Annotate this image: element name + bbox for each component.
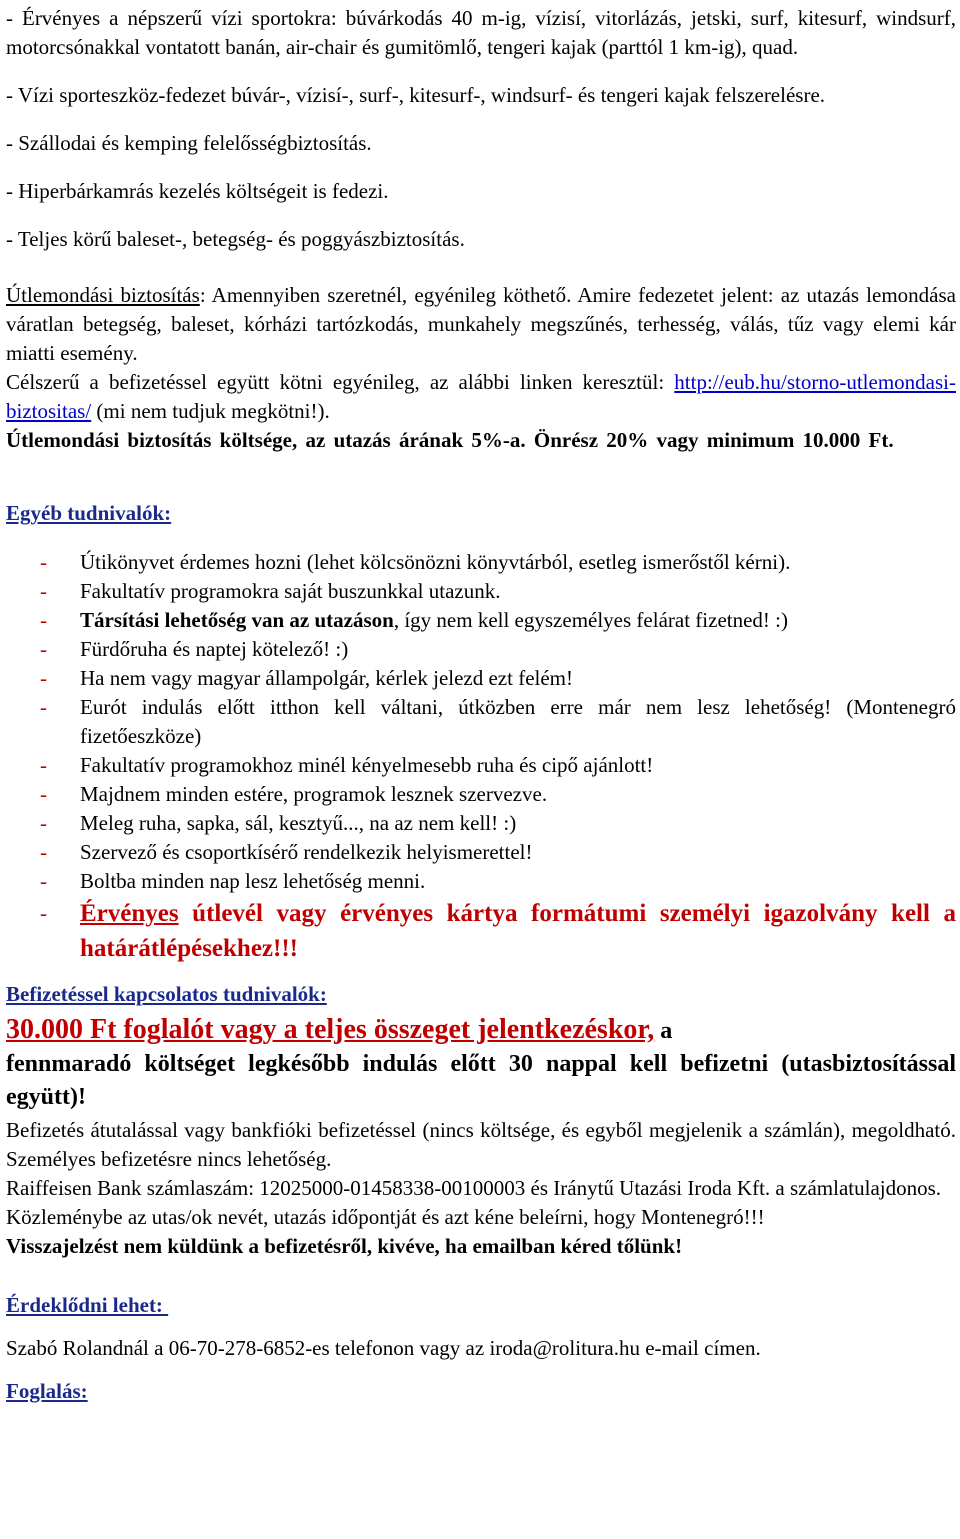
payment-deposit bbox=[6, 1013, 956, 1048]
list-dash: - bbox=[40, 666, 47, 690]
payment-deposit-a: a bbox=[654, 1018, 673, 1044]
cancellation-text: : Amennyiben szeretnél, egyénileg köthető. Amire fedezetet jelent: az utazás lemondása váratlan betegség, baleset, kórházi tartózkodás, munkahely megszűnés, terhesség, válás, tűz vagy elemi kár miatti esemény. bbox=[6, 283, 956, 365]
cancellation-link-intro: Célszerű a befizetéssel együtt kötni egyénileg, az alábbi linken keresztül: bbox=[6, 370, 675, 394]
cancellation-link-paragraph bbox=[6, 368, 956, 426]
list-dash: - bbox=[40, 579, 47, 603]
cancellation-paragraph bbox=[6, 281, 956, 368]
list-item bbox=[6, 635, 956, 664]
list-item bbox=[6, 896, 956, 966]
booking-heading: Foglalás: bbox=[6, 1379, 88, 1403]
list-item bbox=[6, 548, 956, 577]
list-item bbox=[6, 809, 956, 838]
intro-line: - Teljes körű baleset-, betegség- és poggyászbiztosítás. bbox=[6, 227, 465, 251]
list-item-text: Meleg ruha, sapka, sál, kesztyű..., na az nem kell! :) bbox=[80, 811, 517, 835]
list-dash: - bbox=[40, 637, 47, 661]
intro-line: - Érvényes a népszerű vízi sportokra: búvárkodás 40 m-ig, vízisí, vitorlázás, jetski, surf, kitesurf, windsurf, motorcsónakkal vontatott banán, air-chair és gumitömlő, tengeri kajak (parttól 1 km-ig), quad. bbox=[6, 6, 956, 59]
payment-notice: Visszajelzést nem küldünk a befizetésről, kivéve, ha emailban kéred tőlünk! bbox=[6, 1234, 683, 1258]
list-item-text: Ha nem vagy magyar állampolgár, kérlek jelezd ezt felém! bbox=[80, 666, 574, 690]
list-dash: - bbox=[40, 550, 47, 574]
list-item bbox=[6, 664, 956, 693]
list-item-text: Eurót indulás előtt itthon kell váltani, útközben erre már nem lesz lehetőség! (Montenegró fizetőeszköze) bbox=[80, 695, 956, 748]
payment-paragraph: Raiffeisen Bank számlaszám: 12025000-01458338-00100003 és Iránytű Utazási Iroda Kft. a számlatulajdonos. bbox=[6, 1176, 942, 1200]
list-item-red-text: útlevél vagy érvényes kártya formátumi személyi igazolvány kell a határátlépésekhez!!! bbox=[80, 900, 956, 962]
payment-heading: Befizetéssel kapcsolatos tudnivalók: bbox=[6, 982, 327, 1006]
list-item-text: Fakultatív programokra saját buszunkkal utazunk. bbox=[80, 579, 501, 603]
cancellation-link-note: (mi nem tudjuk megkötni!). bbox=[91, 399, 330, 423]
payment-deposit-rest: fennmaradó költséget legkésőbb indulás előtt 30 nappal kell befizetni (utasbiztosítással együtt)! bbox=[6, 1051, 956, 1110]
document-page bbox=[6, 4, 956, 1406]
list-item-text: Fürdőruha és naptej kötelező! :) bbox=[80, 637, 349, 661]
list-dash: - bbox=[40, 782, 47, 806]
list-item-red-underlined: Érvényes bbox=[80, 900, 179, 927]
payment-deposit-red: 30.000 Ft foglalót vagy a teljes összeget jelentkezéskor, bbox=[6, 1014, 655, 1045]
list-item bbox=[6, 577, 956, 606]
list-dash: - bbox=[40, 753, 47, 777]
list-item-text: Útikönyvet érdemes hozni (lehet kölcsönözni könyvtárból, esetleg ismerőstől kérni). bbox=[80, 550, 791, 574]
list-item-text: Fakultatív programokhoz minél kényelmesebb ruha és cipő ajánlott! bbox=[80, 753, 654, 777]
payment-paragraph: Közleménybe az utas/ok nevét, utazás időpontját és azt kéne beleírni, hogy Montenegró!!! bbox=[6, 1205, 765, 1229]
list-dash: - bbox=[40, 901, 47, 925]
list-item-bold-text: Társítási lehetőség van az utazáson bbox=[80, 608, 394, 632]
list-item bbox=[6, 606, 956, 635]
list-dash: - bbox=[40, 840, 47, 864]
list-item-text: Boltba minden nap lesz lehetőség menni. bbox=[80, 869, 426, 893]
storno-insurance-link[interactable]: http://eub.hu/storno-utlemondasi-biztositas/ bbox=[6, 370, 956, 423]
intro-line: - Hiperbárkamrás kezelés költségeit is fedezi. bbox=[6, 179, 389, 203]
list-item bbox=[6, 867, 956, 896]
other-info-list bbox=[6, 548, 956, 966]
other-info-heading: Egyéb tudnivalók: bbox=[6, 501, 172, 525]
list-item bbox=[6, 838, 956, 867]
list-dash: - bbox=[40, 695, 47, 719]
intro-line: - Vízi sporteszköz-fedezet búvár-, vízisí-, surf-, kitesurf-, windsurf- és tengeri kajak felszerelésre. bbox=[6, 83, 826, 107]
cancellation-cost: Útlemondási biztosítás költsége, az utazás árának 5%-a. Önrész 20% vagy minimum 10.000 Ft. bbox=[6, 428, 894, 452]
list-item bbox=[6, 751, 956, 780]
cancellation-heading: Útlemondási biztosítás bbox=[6, 283, 200, 307]
list-dash: - bbox=[40, 869, 47, 893]
list-item-text: Szervező és csoportkísérő rendelkezik helyismerettel! bbox=[80, 840, 533, 864]
contact-text: Szabó Rolandnál a 06-70-278-6852-es telefonon vagy az iroda@rolitura.hu e-mail címen. bbox=[6, 1336, 761, 1360]
payment-paragraph: Befizetés átutalással vagy bankfióki befizetéssel (nincs költsége, és egyből megjelenik a számlán), megoldható. Személyes befizetésre nincs lehetőség. bbox=[6, 1118, 956, 1171]
list-dash: - bbox=[40, 608, 47, 632]
intro-line: - Szállodai és kemping felelősségbiztosítás. bbox=[6, 131, 372, 155]
list-item bbox=[6, 693, 956, 751]
contact-heading: Érdeklődni lehet: bbox=[6, 1293, 169, 1317]
list-item bbox=[6, 780, 956, 809]
list-dash: - bbox=[40, 811, 47, 835]
list-item-text: Majdnem minden estére, programok lesznek szervezve. bbox=[80, 782, 548, 806]
list-item-text: , így nem kell egyszemélyes felárat fizetned! :) bbox=[393, 608, 788, 632]
